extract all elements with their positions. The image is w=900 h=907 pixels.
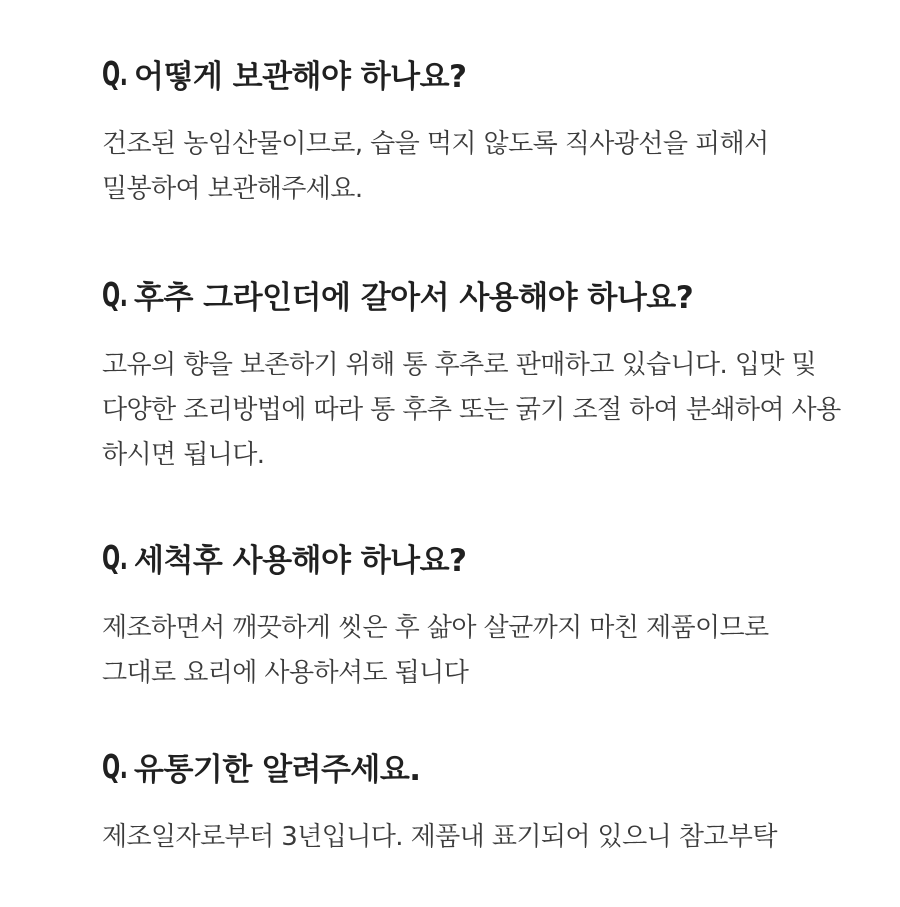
answer-line: 밀봉하여 보관해주세요. <box>102 174 363 204</box>
answer-line: 제조하면서 깨끗하게 씻은 후 삶아 살균까지 마친 제품이므로 <box>102 613 769 643</box>
faq-answer <box>102 122 862 212</box>
question-text: 후추 그라인더에 갈아서 사용해야 하나요? <box>134 279 694 316</box>
faq-item-expiration <box>102 743 862 860</box>
question-marker: Q. <box>102 537 128 577</box>
faq-item-washing <box>102 534 862 696</box>
bottom-cropping-edge <box>0 889 900 907</box>
faq-answer <box>102 606 862 696</box>
faq-question <box>102 50 862 96</box>
answer-line: 다양한 조리방법에 따라 통 후추 또는 굵기 조절 하여 분쇄하여 사용 <box>102 395 841 425</box>
faq-question <box>102 534 862 580</box>
answer-line: 하시면 됩니다. <box>102 440 265 470</box>
question-text: 어떻게 보관해야 하나요? <box>134 58 467 95</box>
question-text: 유통기한 알려주세요. <box>134 751 421 788</box>
answer-line: 제조일자로부터 3년입니다. 제품내 표기되어 있으니 참고부탁 <box>102 822 777 852</box>
answer-line: 고유의 향을 보존하기 위해 통 후추로 판매하고 있습니다. 입맛 및 <box>102 350 817 380</box>
faq-question <box>102 271 862 317</box>
faq-list <box>102 0 862 860</box>
faq-answer <box>102 815 862 860</box>
faq-item-storage <box>102 50 862 212</box>
question-text: 세척후 사용해야 하나요? <box>134 542 467 579</box>
answer-line: 그대로 요리에 사용하셔도 됩니다 <box>102 658 469 688</box>
question-marker: Q. <box>102 53 128 93</box>
question-marker: Q. <box>102 274 128 314</box>
answer-line: 건조된 농임산물이므로, 습을 먹지 않도록 직사광선을 피해서 <box>102 129 769 159</box>
faq-question <box>102 743 862 789</box>
faq-item-grinder <box>102 271 862 478</box>
question-marker: Q. <box>102 746 128 786</box>
faq-answer <box>102 343 862 478</box>
